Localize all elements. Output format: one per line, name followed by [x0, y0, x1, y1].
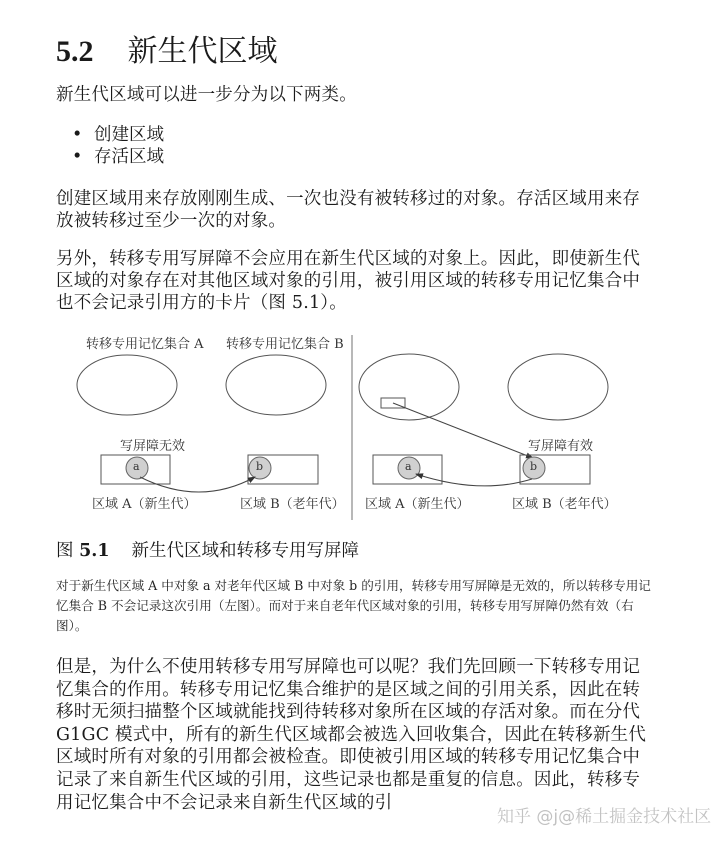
list-item: • 存活区域 — [72, 146, 164, 168]
paragraph-2: 另外，转移专用写屏障不会应用在新生代区域的对象上。因此，即使新生代区域的对象存在对其他区域对象的引用，被引用区域的转移专用记忆集合中也不会记录引用方的卡片（图 5.1）。 — [56, 249, 641, 313]
region-type-list — [72, 124, 164, 168]
body-paragraph: 但是，为什么不使用转移专用写屏障也可以呢？我们先回顾一下转移专用记忆集合的作用。转移专用记忆集合维护的是区域之间的引用关系，因此在转移时无须扫描整个区域就能找到待转移对象所在区域的存活对象。而在分代 G1GC 模式中，所有的新生代区域都会被选入回收集合，因此在转移新生代区域时所有对象的引用都会被检查。即使被引用区域的转移专用记忆集合中记录了来自新生代区域的引用，这些记录也都是重复的信息。因此，转移专用记忆集合中不会记录来自新生代区域的引 — [56, 657, 647, 813]
section-heading — [56, 26, 278, 70]
figure-5-1 — [60, 325, 660, 525]
remembered-set-b-ellipse — [226, 355, 326, 415]
caption-prefix: 图 — [56, 541, 74, 561]
remembered-set-a-ellipse — [77, 355, 177, 415]
paragraph-1: 创建区域用来存放刚刚生成、一次也没有被转移过的对象。存活区域用来存放被转移过至少一次的对象。 — [56, 189, 641, 231]
remembered-set-b-label: 转移专用记忆集合 B — [226, 337, 344, 352]
remembered-set-a-ellipse — [359, 354, 459, 420]
intro-paragraph: 新生代区域可以进一步分为以下两类。 — [56, 85, 357, 105]
region-b-label: 区域 B（老年代） — [240, 497, 345, 512]
remembered-set-a-label: 转移专用记忆集合 A — [86, 337, 204, 352]
region-a-label: 区域 A（新生代） — [365, 497, 470, 512]
region-a-label: 区域 A（新生代） — [92, 497, 197, 512]
section-number: 5.2 — [56, 35, 94, 68]
barrier-valid-label: 写屏障有效 — [528, 439, 594, 454]
caption-title: 新生代区域和转移专用写屏障 — [131, 541, 360, 561]
figure-caption-title — [56, 537, 359, 562]
section-title: 新生代区域 — [127, 35, 278, 68]
object-a-label: a — [405, 460, 412, 473]
watermark: 知乎 @j@稀土掘金技术社区 — [497, 807, 712, 827]
figure-caption-text: 对于新生代区域 A 中对象 a 对老年代区域 B 中对象 b 的引用，转移专用写屏障是无效的，所以转移专用记忆集合 B 不会记录这次引用（左图）。而对于来自老年代区域对象的引用，转移专用写屏障仍然有效（右图）。 — [56, 578, 651, 633]
caption-number: 5.1 — [79, 541, 110, 561]
card-reference-arrow — [393, 403, 533, 458]
region-b-label: 区域 B（老年代） — [512, 497, 617, 512]
remembered-set-b-ellipse — [508, 354, 608, 420]
object-b-label: b — [256, 460, 264, 473]
object-b-label: b — [530, 460, 538, 473]
barrier-invalid-label: 写屏障无效 — [120, 439, 186, 454]
object-a-label: a — [133, 460, 140, 473]
reference-arrow — [140, 477, 255, 492]
list-item: • 创建区域 — [72, 124, 164, 146]
